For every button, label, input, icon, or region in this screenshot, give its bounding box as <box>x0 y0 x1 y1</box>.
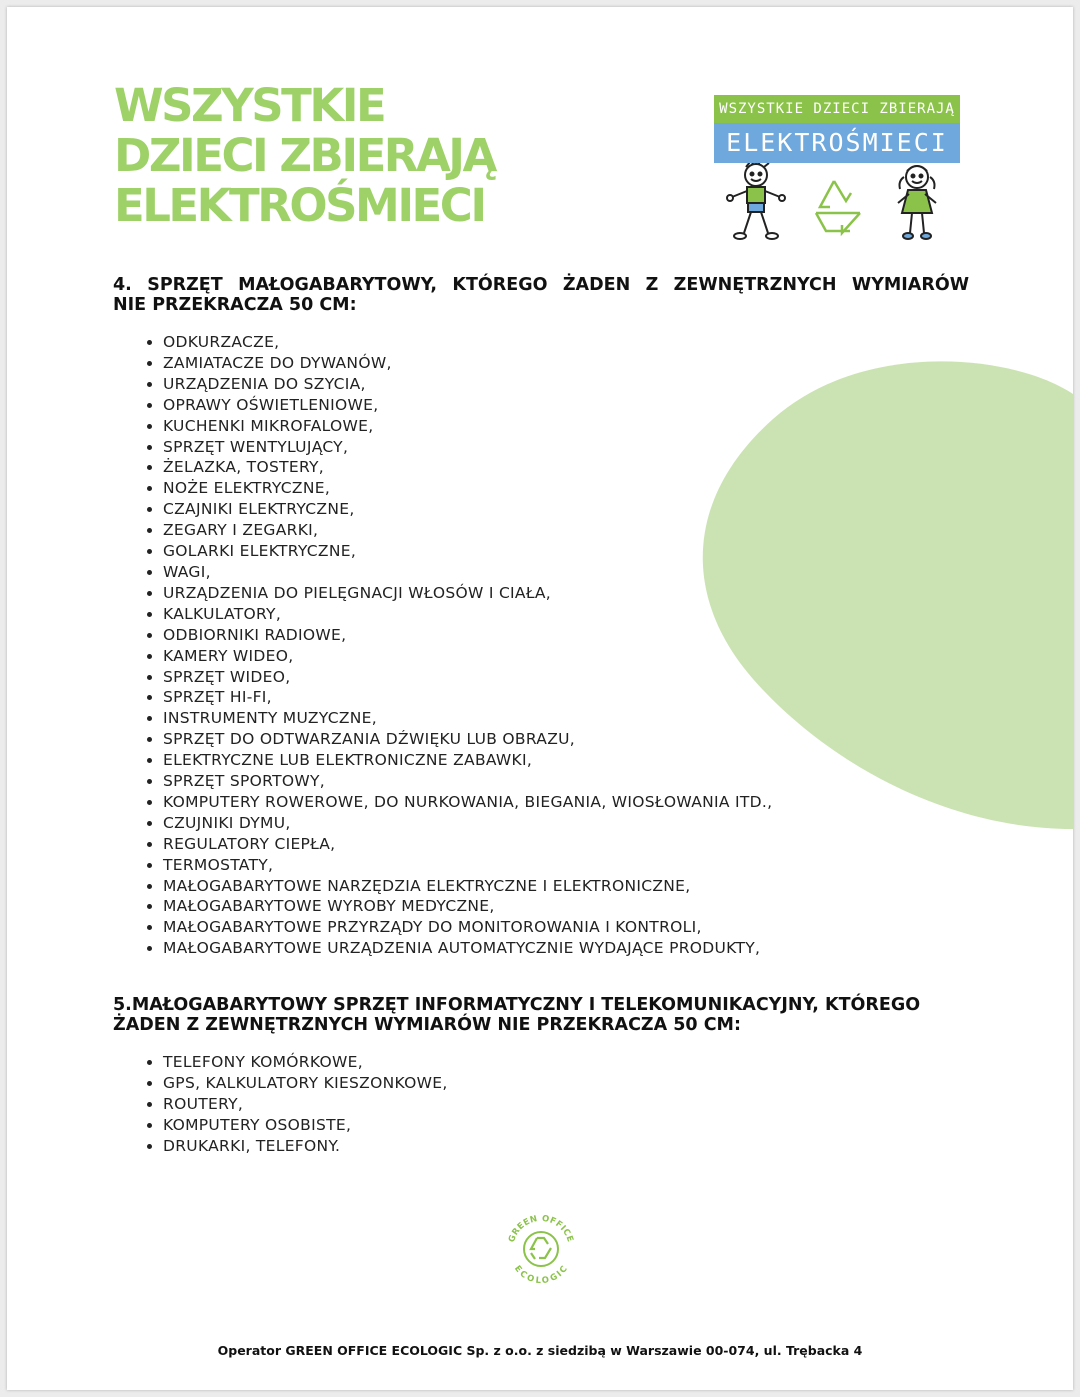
logo-main-text: ELEKTROŚMIECI <box>714 123 960 163</box>
list-item: • MAŁOGABARYTOWE WYROBY MEDYCZNE, <box>163 896 772 917</box>
boy-figure-icon <box>727 163 785 239</box>
svg-text:ECOLOGIC <box>512 1264 570 1286</box>
stamp-top-text: GREEN OFFICE <box>506 1213 576 1244</box>
list-item: • KUCHENKI MIKROFALOWE, <box>163 416 772 437</box>
list-item: • MAŁOGABARYTOWE PRZYRZĄDY DO MONITOROWANIA I KONTROLI, <box>163 917 772 938</box>
list-item: • CZAJNIKI ELEKTRYCZNE, <box>163 499 772 520</box>
logo-top-text: WSZYSTKIE DZIECI ZBIERAJĄ <box>714 95 960 123</box>
list-item: • OPRAWY OŚWIETLENIOWE, <box>163 395 772 416</box>
logo-illustration <box>714 163 960 245</box>
section-5-heading-line-2: ŻADEN Z ZEWNĘTRZNYCH WYMIARÓW NIE PRZEKRACZA 50 CM: <box>113 1015 741 1035</box>
list-item: • ŻELAZKA, TOSTERY, <box>163 457 772 478</box>
girl-figure-icon <box>898 166 936 239</box>
list-item: • TELEFONY KOMÓRKOWE, <box>163 1052 448 1073</box>
list-item: • ROUTERY, <box>163 1094 448 1115</box>
list-item: • REGULATORY CIEPŁA, <box>163 834 772 855</box>
section-4-list <box>141 332 772 959</box>
list-item: • CZUJNIKI DYMU, <box>163 813 772 834</box>
list-item: • SPRZĘT WIDEO, <box>163 667 772 688</box>
list-item: • MAŁOGABARYTOWE NARZĘDZIA ELEKTRYCZNE I ELEKTRONICZNE, <box>163 876 772 897</box>
campaign-logo <box>714 95 960 245</box>
list-item: • GPS, KALKULATORY KIESZONKOWE, <box>163 1073 448 1094</box>
section-4-heading-line-2: NIE PRZEKRACZA 50 CM: <box>113 295 357 315</box>
list-item: • MAŁOGABARYTOWE URZĄDZENIA AUTOMATYCZNIE WYDAJĄCE PRODUKTY, <box>163 938 772 959</box>
list-item: • KAMERY WIDEO, <box>163 646 772 667</box>
svg-text:GREEN OFFICE <box>507 1214 575 1244</box>
stamp-bottom-text: ECOLOGIC <box>511 1263 570 1286</box>
list-item: • ELEKTRYCZNE LUB ELEKTRONICZNE ZABAWKI, <box>163 750 772 771</box>
list-item: • KOMPUTERY ROWEROWE, DO NURKOWANIA, BIEGANIA, WIOSŁOWANIA ITD., <box>163 792 772 813</box>
list-item: • ODKURZACZE, <box>163 332 772 353</box>
title-line-3: ELEKTROŚMIECI <box>114 179 485 232</box>
list-item: • NOŻE ELEKTRYCZNE, <box>163 478 772 499</box>
section-4-heading-line-1: 4. SPRZĘT MAŁOGABARYTOWY, KTÓREGO ŻADEN Z ZEWNĘTRZNYCH WYMIARÓW <box>113 275 969 295</box>
stamp-recycle-icon <box>531 1238 551 1259</box>
title-line-2: DZIECI ZBIERAJĄ <box>114 129 495 182</box>
section-5-heading-line-1: 5.MAŁOGABARYTOWY SPRZĘT INFORMATYCZNY I TELEKOMUNIKACYJNY, KTÓREGO <box>113 995 921 1015</box>
list-item: • WAGI, <box>163 562 772 583</box>
section-5-heading <box>113 995 969 1035</box>
list-item: • URZĄDZENIA DO SZYCIA, <box>163 374 772 395</box>
document-page <box>7 7 1073 1390</box>
list-item: • ZAMIATACZE DO DYWANÓW, <box>163 353 772 374</box>
section-4-heading <box>113 275 969 315</box>
list-item: • KALKULATORY, <box>163 604 772 625</box>
list-item: • SPRZĘT SPORTOWY, <box>163 771 772 792</box>
list-item: • ODBIORNIKI RADIOWE, <box>163 625 772 646</box>
list-item: • KOMPUTERY OSOBISTE, <box>163 1115 448 1136</box>
list-item: • INSTRUMENTY MUZYCZNE, <box>163 708 772 729</box>
list-item: • ZEGARY I ZEGARKI, <box>163 520 772 541</box>
list-item: • SPRZĘT DO ODTWARZANIA DŹWIĘKU LUB OBRAZU, <box>163 729 772 750</box>
title-line-1: WSZYSTKIE <box>114 79 385 132</box>
list-item: • TERMOSTATY, <box>163 855 772 876</box>
list-item: • URZĄDZENIA DO PIELĘGNACJI WŁOSÓW I CIAŁA, <box>163 583 772 604</box>
section-5-list <box>141 1052 448 1157</box>
list-item: • DRUKARKI, TELEFONY. <box>163 1136 448 1157</box>
recycle-icon <box>816 181 860 233</box>
page-title <box>114 81 495 231</box>
list-item: • SPRZĘT HI-FI, <box>163 687 772 708</box>
footer-operator-info: Operator GREEN OFFICE ECOLOGIC Sp. z o.o. z siedzibą w Warszawie 00-074, ul. Trębacka 4 <box>217 1343 863 1358</box>
list-item: • GOLARKI ELEKTRYCZNE, <box>163 541 772 562</box>
list-item: • SPRZĘT WENTYLUJĄCY, <box>163 437 772 458</box>
green-office-ecologic-stamp <box>504 1212 578 1286</box>
